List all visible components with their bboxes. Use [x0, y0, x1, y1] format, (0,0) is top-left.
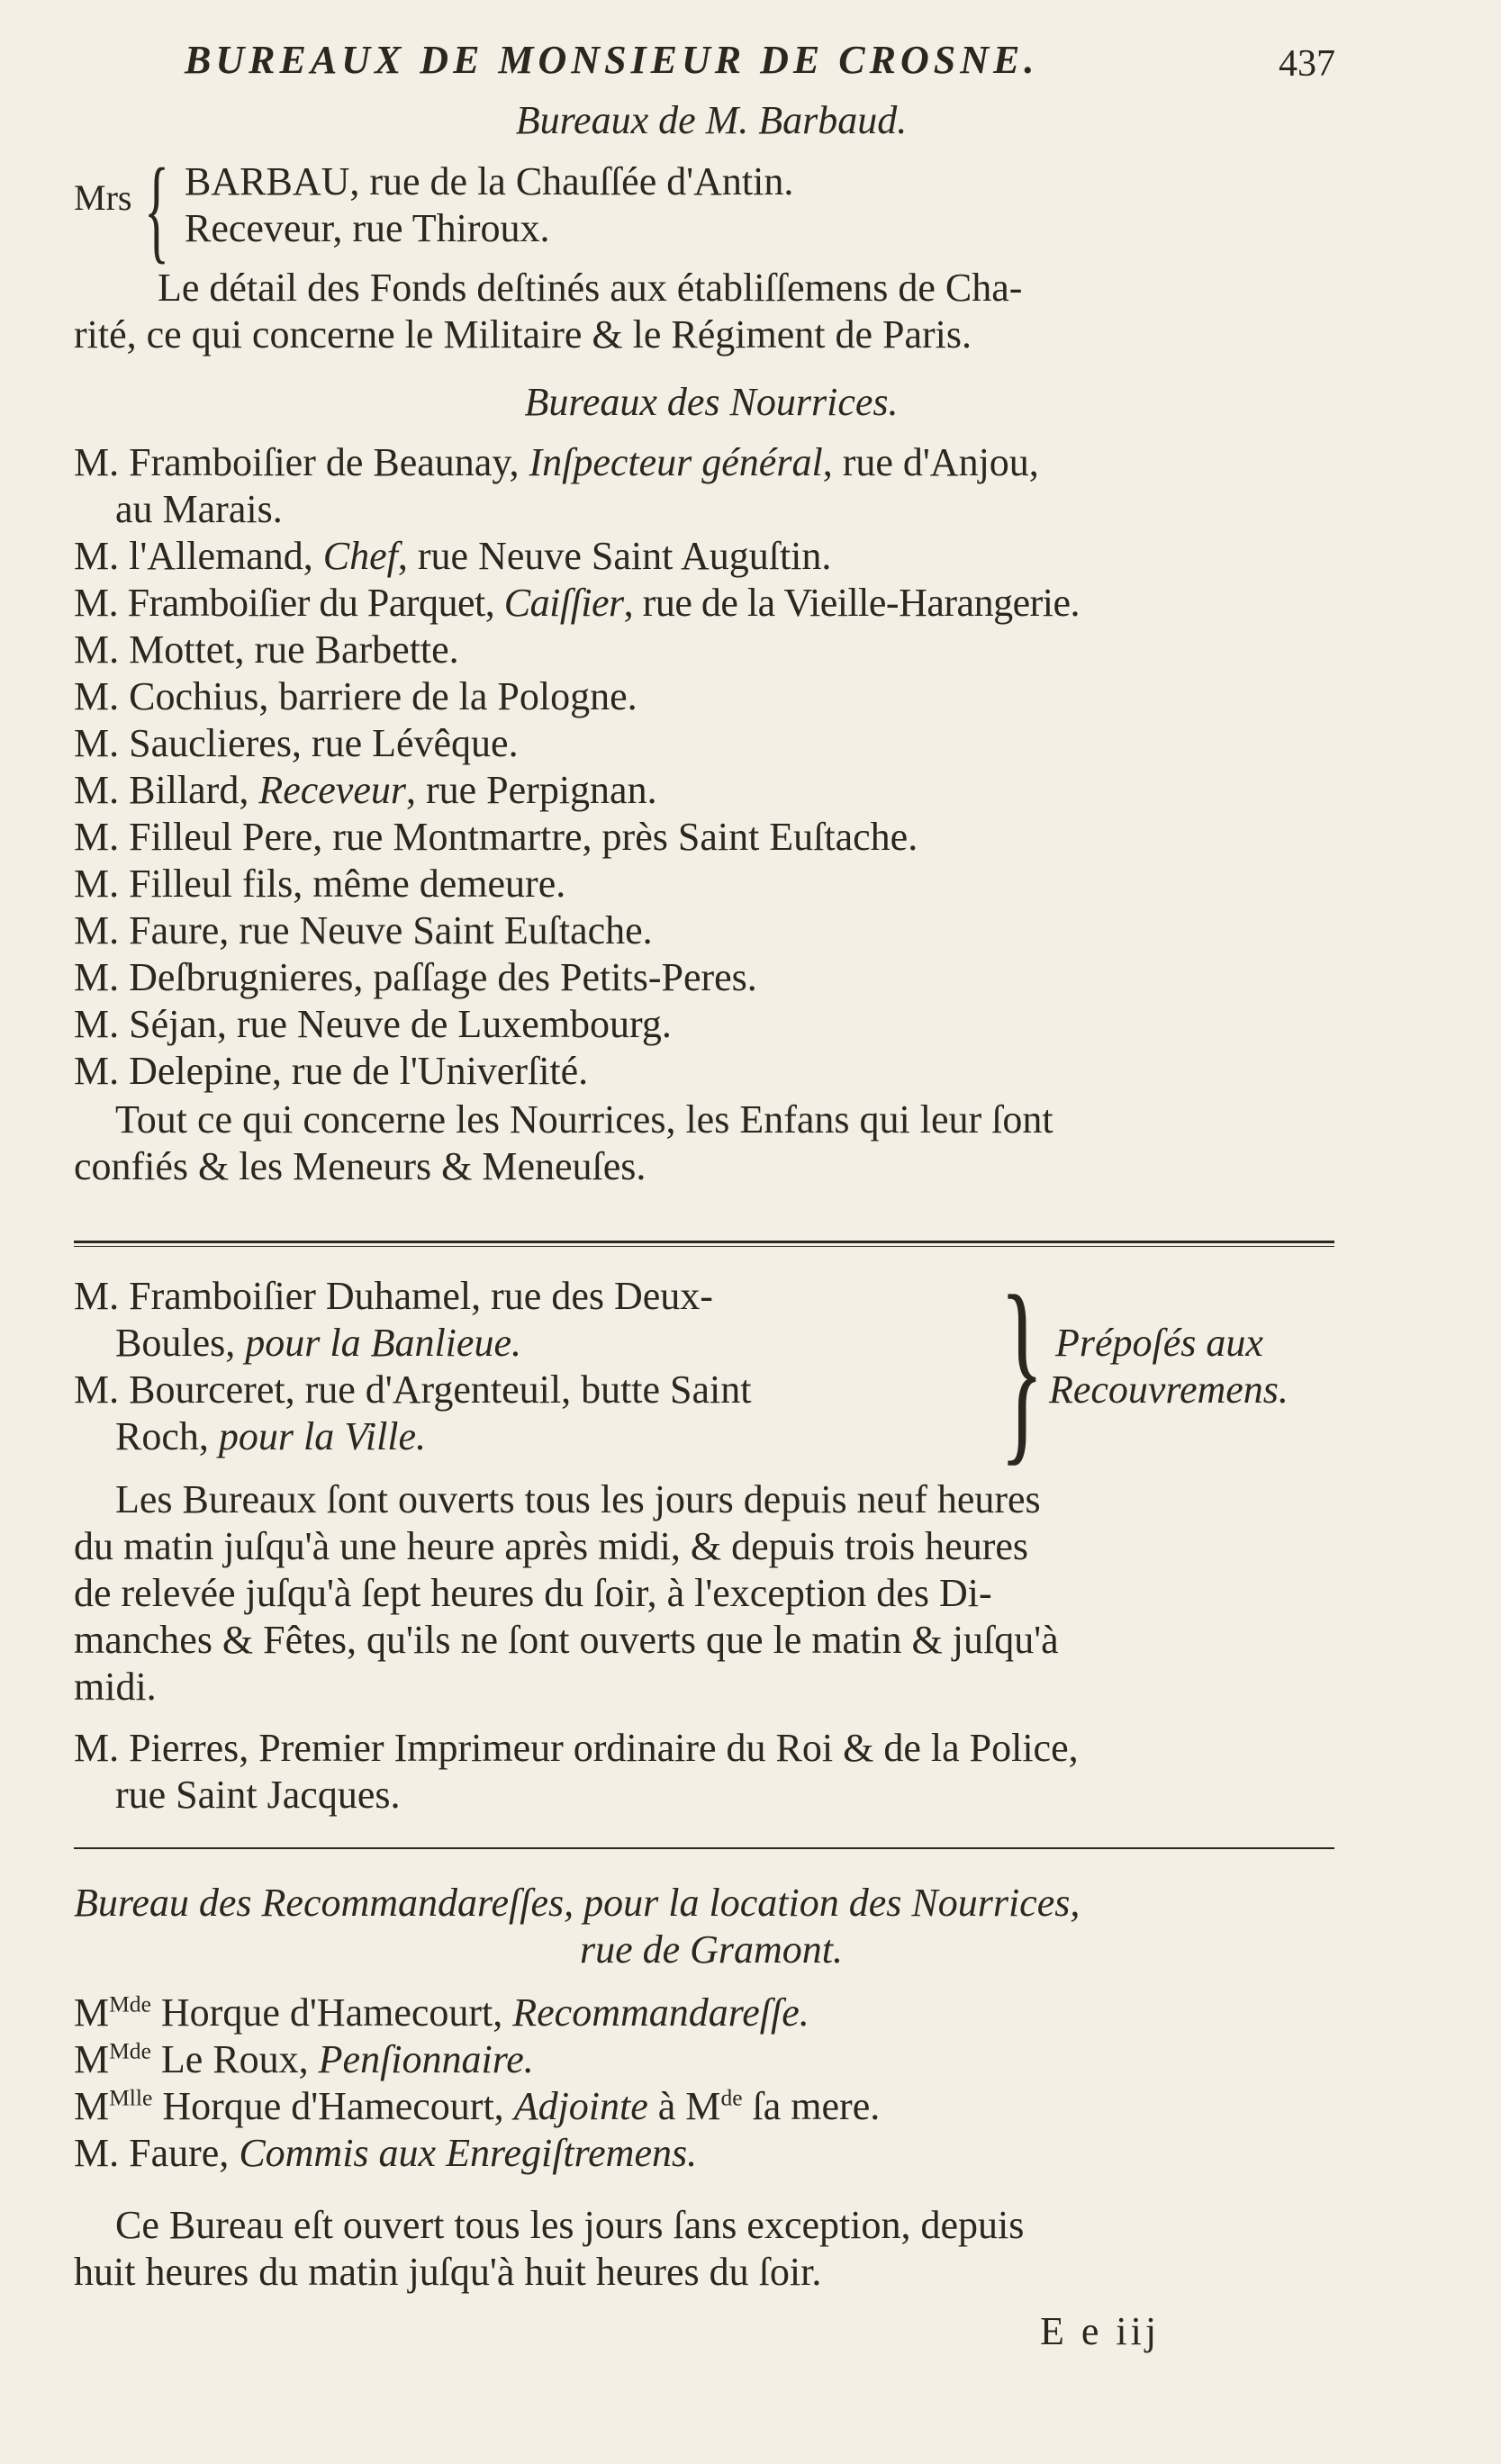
- running-head-title: BUREAUX DE MONSIEUR DE CROSNE.: [185, 38, 1039, 82]
- text-line: M. Filleul fils, même demeure.: [74, 862, 566, 906]
- text-line: M. Billard, Receveur, rue Perpignan.: [74, 768, 657, 812]
- text-line: huit heures du matin juſqu'à huit heures du ſoir.: [74, 2250, 822, 2294]
- text-line: M. Mottet, rue Barbette.: [74, 627, 459, 672]
- text-line: au Marais.: [115, 487, 283, 531]
- page-number: 437: [1279, 43, 1335, 85]
- text-line: rité, ce qui concerne le Militaire & le Régiment de Paris.: [74, 312, 972, 357]
- section-heading: Bureaux des Nourrices.: [524, 380, 899, 424]
- section-heading: Bureau des Recommandareſſes, pour la location des Nourrices,: [74, 1881, 1081, 1925]
- text-line: rue Saint Jacques.: [115, 1773, 401, 1817]
- section-divider: [74, 1246, 1334, 1247]
- text-line: du matin juſqu'à une heure après midi, & depuis trois heures: [74, 1524, 1029, 1568]
- text-line: BARBAU, rue de la Chauſſée d'Antin.: [185, 159, 794, 203]
- text-line: Roch, pour la Ville.: [115, 1414, 427, 1458]
- text-line: $M^{Mde}$ Horque d'Hamecourt, Recommandareſſe.: [74, 1990, 809, 2035]
- text-line: M. Deſbrugnieres, paſſage des Petits-Peres.: [74, 955, 757, 999]
- text-line: Receveur, rue Thiroux.: [185, 206, 550, 250]
- text-line: M. Faure, Commis aux Enregiſtremens.: [74, 2131, 698, 2175]
- text-line: de relevée juſqu'à ſept heures du ſoir, à l'exception des Di-: [74, 1571, 992, 1615]
- text-line: Boules, pour la Banlieue.: [115, 1321, 521, 1365]
- plural-prefix: Mrs: [74, 177, 132, 218]
- text-line: $M^{Mde}$ Le Roux, Penſionnaire.: [74, 2037, 534, 2081]
- section-divider: [74, 1241, 1334, 1243]
- left-brace: {: [144, 145, 170, 275]
- right-brace: }: [999, 1253, 1044, 1483]
- text-line: M. Filleul Pere, rue Montmartre, près Saint Euſtache.: [74, 815, 918, 859]
- text-line: M. Séjan, rue Neuve de Luxembourg.: [74, 1002, 672, 1046]
- text-line: midi.: [74, 1665, 157, 1709]
- text-line: Les Bureaux ſont ouverts tous les jours depuis neuf heures: [115, 1477, 1041, 1521]
- text-line: M. Framboiſier du Parquet, Caiſſier, rue de la Vieille-Harangerie.: [74, 581, 1081, 625]
- section-divider: [74, 1847, 1334, 1849]
- text-line: manches & Fêtes, qu'ils ne ſont ouverts que le matin & juſqu'à: [74, 1618, 1059, 1662]
- text-line: Tout ce qui concerne les Nourrices, les Enfans qui leur ſont: [115, 1097, 1053, 1142]
- text-line: M. Framboiſier Duhamel, rue des Deux-: [74, 1274, 713, 1318]
- section-heading: rue de Gramont.: [579, 1927, 844, 1972]
- signature-mark: E e iij: [1040, 2309, 1161, 2353]
- text-line: Prépoſés aux: [1055, 1321, 1263, 1365]
- text-line: confiés & les Meneurs & Meneuſes.: [74, 1144, 647, 1188]
- text-line: M. Cochius, barriere de la Pologne.: [74, 674, 637, 718]
- text-line: Recouvremens.: [1049, 1367, 1289, 1412]
- text-line: Le détail des Fonds deſtinés aux établiſſemens de Cha-: [158, 266, 1023, 310]
- text-line: Ce Bureau eſt ouvert tous les jours ſans exception, depuis: [115, 2203, 1025, 2247]
- text-line: M. Sauclieres, rue Lévêque.: [74, 721, 519, 765]
- section-heading: Bureaux de M. Barbaud.: [515, 98, 908, 142]
- text-line: M. l'Allemand, Chef, rue Neuve Saint Auguſtin.: [74, 534, 832, 578]
- text-line: M. Delepine, rue de l'Univerſité.: [74, 1049, 589, 1093]
- text-line: M. Framboiſier de Beaunay, Inſpecteur général, rue d'Anjou,: [74, 440, 1039, 484]
- text-line: M. Faure, rue Neuve Saint Euſtache.: [74, 908, 653, 952]
- text-line: M. Bourceret, rue d'Argenteuil, butte Saint: [74, 1367, 752, 1412]
- text-line: $M^{Mlle}$ Horque d'Hamecourt, Adjointe à Mde ſa mere.: [74, 2084, 881, 2128]
- text-line: M. Pierres, Premier Imprimeur ordinaire du Roi & de la Police,: [74, 1726, 1079, 1770]
